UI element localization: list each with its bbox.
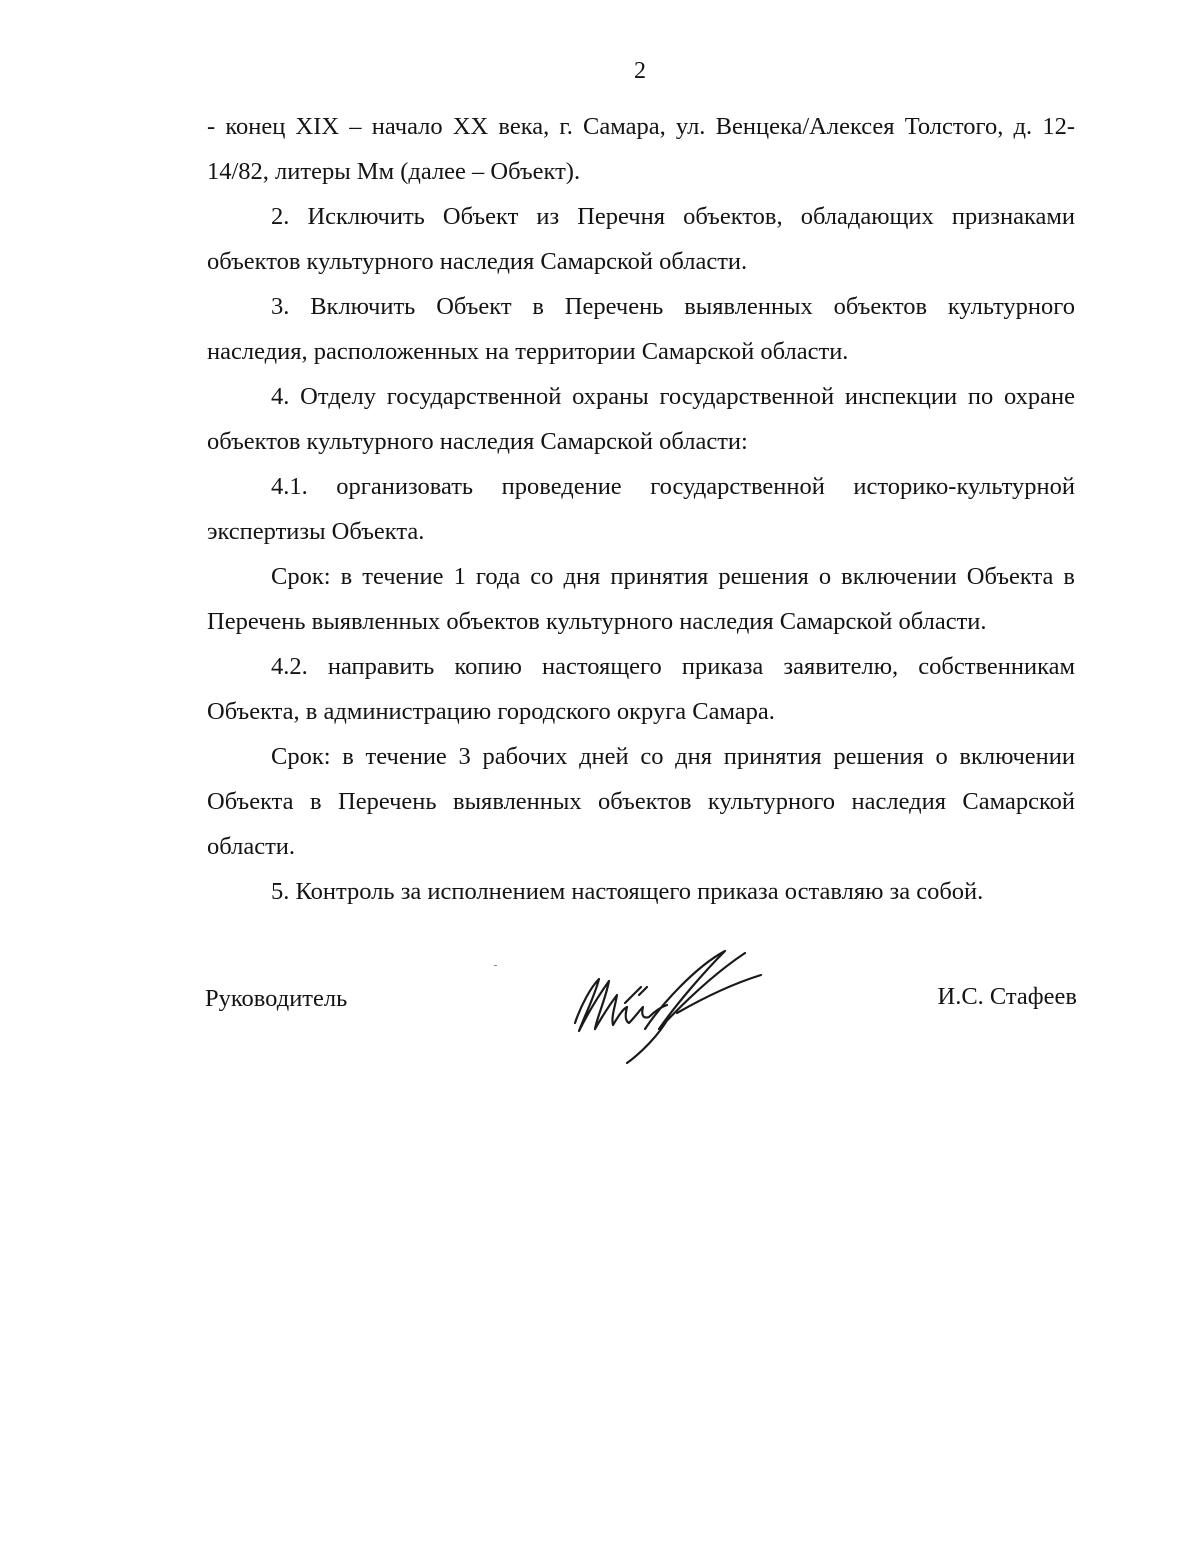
- paragraph-item-4-2: 4.2. направить копию настоящего приказа заявителю, собственникам Объекта, в администрацию городского округа Самара.: [207, 653, 1075, 725]
- paragraph-item-2: 2. Исключить Объект из Перечня объектов, обладающих признаками объектов культурного наследия Самарской области.: [207, 203, 1075, 275]
- signatory-name: И.С. Стафеев: [937, 983, 1077, 1010]
- signatory-role: Руководитель: [205, 985, 348, 1012]
- paragraph-object-description: - конец XIX – начало XX века, г. Самара, ул. Венцека/Алексея Толстого, д. 12-14/82, литеры Мм (далее – Объект).: [207, 113, 1075, 185]
- signature-block: [205, 945, 1077, 1075]
- paragraph-item-4-1: 4.1. организовать проведение государственной историко-культурной экспертизы Объекта.: [207, 473, 1075, 545]
- paragraph-deadline-2: Срок: в течение 3 рабочих дней со дня принятия решения о включении Объекта в Перечень выявленных объектов культурного наследия Самарской области.: [207, 743, 1075, 860]
- document-body: [207, 104, 1075, 914]
- handwritten-signature: [565, 945, 765, 1067]
- paragraph-item-5: 5. Контроль за исполнением настоящего приказа оставляю за собой.: [271, 878, 984, 905]
- paragraph-item-4: 4. Отделу государственной охраны государственной инспекции по охране объектов культурного наследия Самарской области:: [207, 383, 1075, 455]
- page-number: 2: [634, 58, 646, 84]
- paragraph-item-3: 3. Включить Объект в Перечень выявленных объектов культурного наследия, расположенных на территории Самарской области.: [207, 293, 1075, 365]
- paragraph-deadline-1: Срок: в течение 1 года со дня принятия решения о включении Объекта в Перечень выявленных объектов культурного наследия Самарской области.: [207, 563, 1075, 635]
